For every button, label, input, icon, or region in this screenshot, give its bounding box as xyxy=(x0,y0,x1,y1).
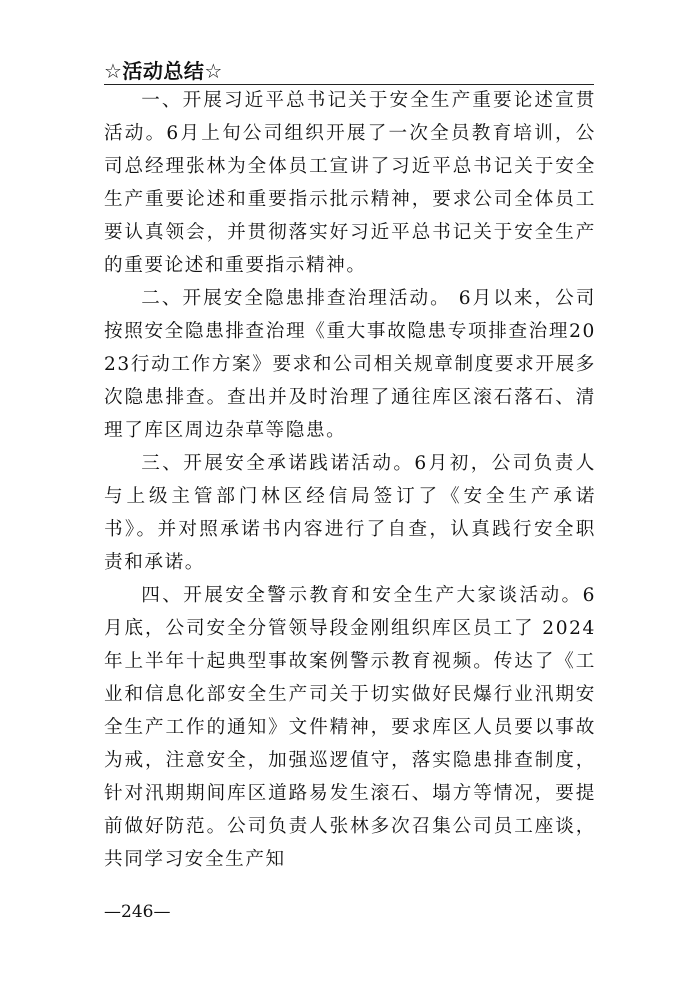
paragraph-1: 一、开展习近平总书记关于安全生产重要论述宣贯活动。6月上旬公司组织开展了一次全员教育培训，公司总经理张林为全体员工宣讲了习近平总书记关于安全生产重要论述和重要指示批示精神，要求公司全体员工要认真领会，并贯彻落实好习近平总书记关于安全生产的重要论述和重要指示精神。 xyxy=(104,90,596,276)
page-header xyxy=(104,58,594,85)
document-body xyxy=(104,84,596,876)
paragraph-4: 四、开展安全警示教育和安全生产大家谈活动。6月底，公司安全分管领导段金刚组织库区员工了 2024 年上半年十起典型事故案例警示教育视频。传达了《工业和信息化部安全生产司关于切实做好民爆行业汛期安全生产工作的通知》文件精神，要求库区人员要以事故为戒，注意安全，加强巡逻值守，落实隐患排查制度，针对汛期期间库区道路易发生滚石、塌方等情况，要提前做好防范。公司负责人张林多次召集公司员工座谈，共同学习安全生产知 xyxy=(104,585,596,870)
page-title: ☆活动总结☆ xyxy=(104,59,223,83)
page-number: —246— xyxy=(104,902,171,922)
paragraph-3: 三、开展安全承诺践诺活动。6月初，公司负责人与上级主管部门林区经信局签订了《安全生产承诺书》。并对照承诺书内容进行了自查，认真践行安全职责和承诺。 xyxy=(104,453,596,573)
paragraph-2: 二、开展安全隐患排查治理活动。 6月以来，公司按照安全隐患排查治理《重大事故隐患专项排查治理2023行动工作方案》要求和公司相关规章制度要求开展多次隐患排查。查出并及时治理了通往库区滚石落石、清理了库区周边杂草等隐患。 xyxy=(104,288,596,441)
